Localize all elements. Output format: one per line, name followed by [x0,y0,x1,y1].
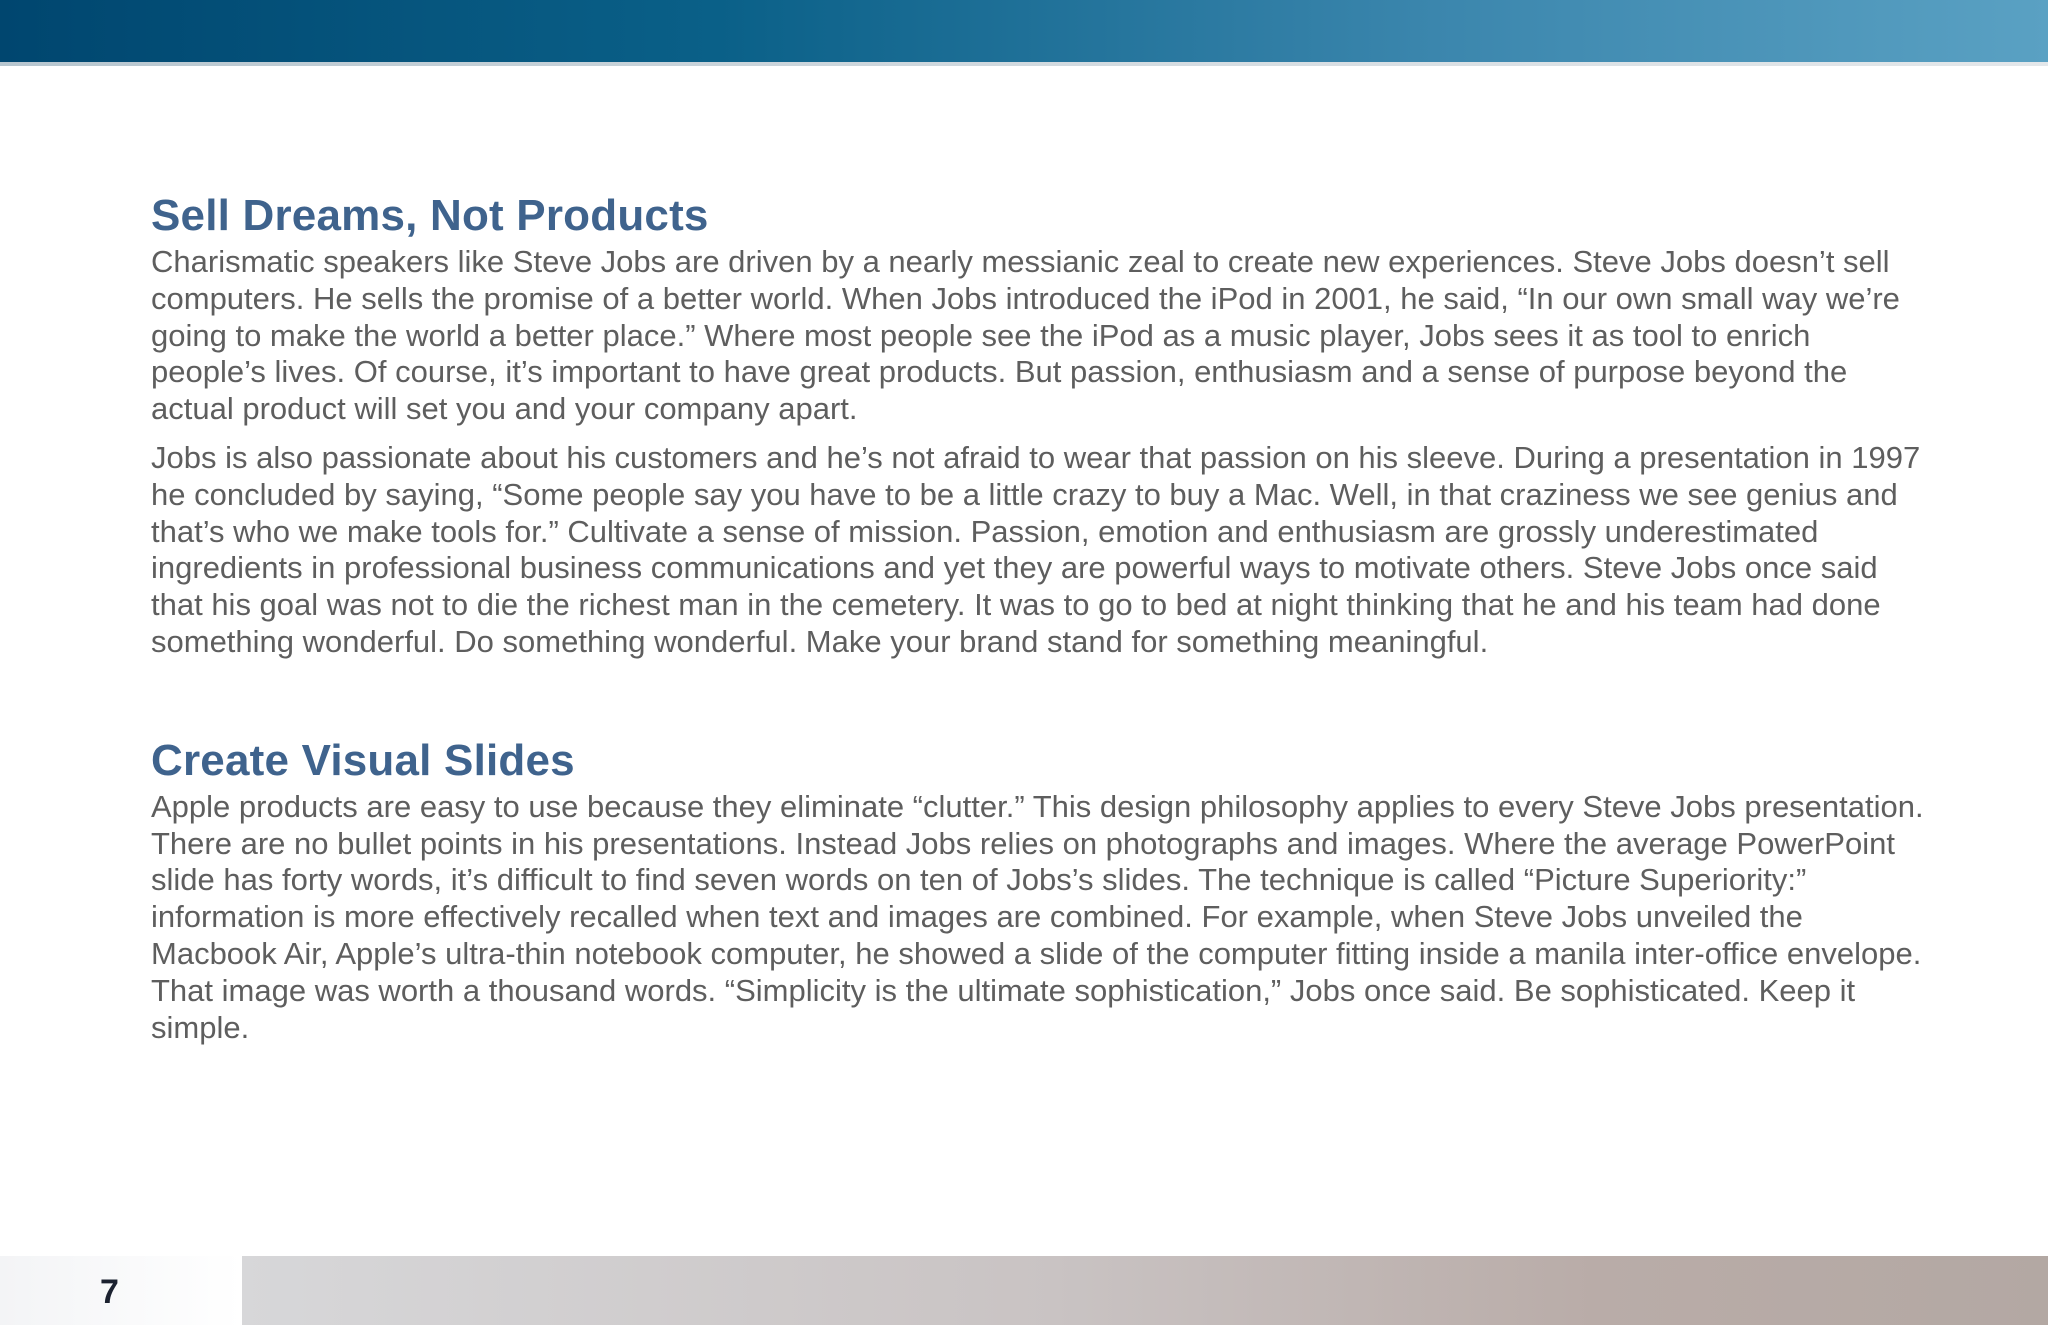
header-banner [0,0,2048,62]
section-visual-slides [151,733,1931,1047]
section-title: Sell Dreams, Not Products [151,191,709,240]
section-sell-dreams [151,188,1931,661]
body-paragraph: Apple products are easy to use because they eliminate “clutter.” This design philosophy applies to every Steve Jobs presentation. There are no bullet points in his presentations. Instead Jobs relies on photographs and images. Where the average PowerPoint slide has forty words, it’s difficult to find seven words on ten of Jobs’s slides. The technique is called “Picture Superiority:” information is more effectively recalled when text and images are combined. For example, when Steve Jobs unveiled the Macbook Air, Apple’s ultra-thin notebook computer, he showed a slide of the computer fitting inside a manila inter-office envelope. That image was worth a thousand words. “Simplicity is the ultimate sophistication,” Jobs once said. Be sophisticated. Keep it simple. [151,788,1924,1045]
footer-bar [242,1256,2048,1325]
page-content [151,188,1931,1046]
page-number: 7 [100,1273,119,1311]
header-rule [0,62,2048,66]
body-paragraph: Charismatic speakers like Steve Jobs are driven by a nearly messianic zeal to create new experiences. Steve Jobs doesn’t sell computers. He sells the promise of a better world. When Jobs introduced the iPod in 2001, he said, “In our own small way we’re going to make the world a better place.” Where most people see the iPod as a music player, Jobs sees it as tool to enrich people’s lives. Of course, it’s important to have great products. But passion, enthusiasm and a sense of purpose beyond the actual product will set you and your company apart. [151,244,1900,427]
body-paragraph: Jobs is also passionate about his customers and he’s not afraid to wear that passion on his sleeve. During a presentation in 1997 he concluded by saying, “Some people say you have to be a little crazy to buy a Mac. Well, in that craziness we see genius and that’s who we make tools for.” Cultivate a sense of mission. Passion, emotion and enthusiasm are grossly underestimated ingredients in professional business communications and yet they are powerful ways to motivate others. Steve Jobs once said that his goal was not to die the richest man in the cemetery. It was to go to bed at night thinking that he and his team had done something wonderful. Do something wonderful. Make your brand stand for something meaningful. [151,439,1921,659]
section-title: Create Visual Slides [151,735,575,785]
footer-page-tab [0,1256,242,1325]
